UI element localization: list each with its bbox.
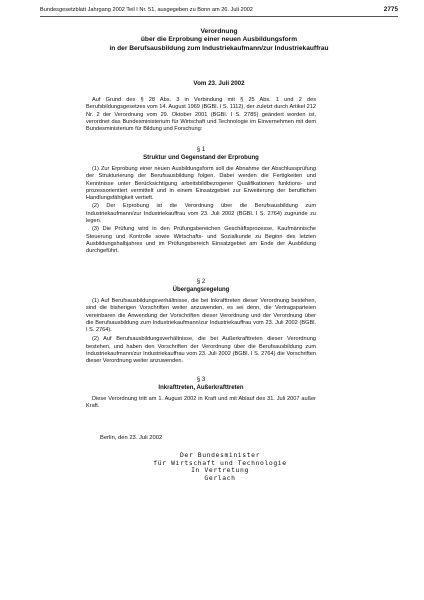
section-paragraph: (3) Die Prüfung wird in den Prüfungsbereichen Geschäftsprozesse, Kaufmännische Steuerung und Kontrolle sowie Wirtschafts- und Sozialkunde zu Beginn des letzten Ausbildungshalbjahres und im Prüfungsbereich Einsatzgebiet am Ende der Ausbildung durchgeführt. [86, 226, 316, 255]
section-paragraph: Diese Verordnung tritt am 1. August 2002 in Kraft und mit Ablauf des 31. Juli 2007 außer Kraft. [86, 396, 316, 410]
place-and-date: Berlin, den 23. Juli 2002 [100, 435, 163, 441]
regulation-date: Vom 23. Juli 2002 [193, 80, 245, 87]
running-title: Bundesgesetzblatt Jahrgang 2002 Teil I Nr. 51, ausgegeben zu Bonn am 26. Juli 2002 [40, 7, 253, 13]
section-number: § 2 [196, 279, 206, 285]
section-3 [86, 376, 316, 411]
section-1 [86, 146, 316, 256]
signature-line-1: Der Bundesminister [179, 451, 261, 459]
signature-line-3: In Vertretung [191, 466, 249, 475]
page-number: 2775 [383, 6, 398, 13]
title-line-3: in der Berufsausbildung zum Industriekaufmann/zur Industriekauffrau [109, 44, 329, 52]
preamble-block [86, 97, 316, 133]
preamble: Auf Grund des § 28 Abs. 3 in Verbindung mit § 25 Abs. 1 und 2 des Berufsbildungsgesetzes vom 14. August 1969 (BGBl. I S. 1112), der zuletzt durch Artikel 212 Nr. 2 der Verordnung vom 29. Oktober 2001 (BGBl. I S. 2785) geändert worden ist, verordnet das Bundesministerium für Wirtschaft und Technologie im Einvernehmen mit dem Bundesministerium für Bildung und Forschung: [86, 97, 316, 133]
section-paragraph: (1) Auf Berufsausbildungsverhältnisse, die bei Inkrafttreten dieser Verordnung bestehen, sind die bisherigen Vorschriften weiter anzuwenden, es sei denn, die Vertragsparteien vereinbaren die Anwendung der Vorschriften dieser Verordnung und der Verordnung über die Berufsausbildung zum Industriekaufmann/zur Industriekauffrau vom 23. Juli 2002 (BGBl. I S. 2764). [86, 298, 316, 334]
title-line-2: über die Erprobung einer neuen Ausbildungsform [140, 36, 298, 44]
page-header [40, 4, 398, 17]
section-number: § 3 [196, 377, 206, 383]
section-title: Übergangsregelung [172, 287, 230, 293]
signature-line-2: für Wirtschaft und Technologie [153, 458, 287, 467]
signature-block [130, 452, 310, 482]
section-paragraph: (2) Der Erprobung ist die Verordnung über die Berufsausbildung zum Industriekaufmann/zur Industriekauffrau vom 23. Juli 2002 (BGBl. I S. 2764) zugrunde zu legen. [86, 203, 316, 225]
section-paragraph: (2) Auf Berufsausbildungsverhältnisse, die bei Außerkrafttreten dieser Verordnung bestehen, und haben den Vorschriften der Verordnung über die Berufsausbildung zum Industriekaufmann/zur Industriekauffrau vom 23. Juli 2002 (BGBl. I S. 2764) die Vorschriften dieser Verordnung weiter anzuwenden. [86, 336, 316, 365]
section-paragraph: (1) Zur Erprobung einer neuen Ausbildungsform soll die Abnahme der Abschlussprüfung der Strukturierung der Berufsausbildung folgen. Dabei werden die Fertigkeiten und Kenntnisse unter Berücksichtigung arbeitsbildbezogener Qualifikationen funktions- und prozessorientiert vermittelt und in einem Einsatzgebiet zur Erweiterung der beruflichen Handlungsfähigkeit vertieft. [86, 166, 316, 202]
section-number: § 1 [196, 147, 206, 153]
signature-line-4: Gerlach [204, 473, 236, 482]
section-title: Struktur und Gegenstand der Erprobung [143, 155, 259, 161]
section-2 [86, 278, 316, 366]
title-line-1: Verordnung [200, 28, 238, 35]
section-title: Inkrafttreten, Außerkrafttreten [158, 385, 244, 391]
regulation-title [40, 28, 398, 53]
